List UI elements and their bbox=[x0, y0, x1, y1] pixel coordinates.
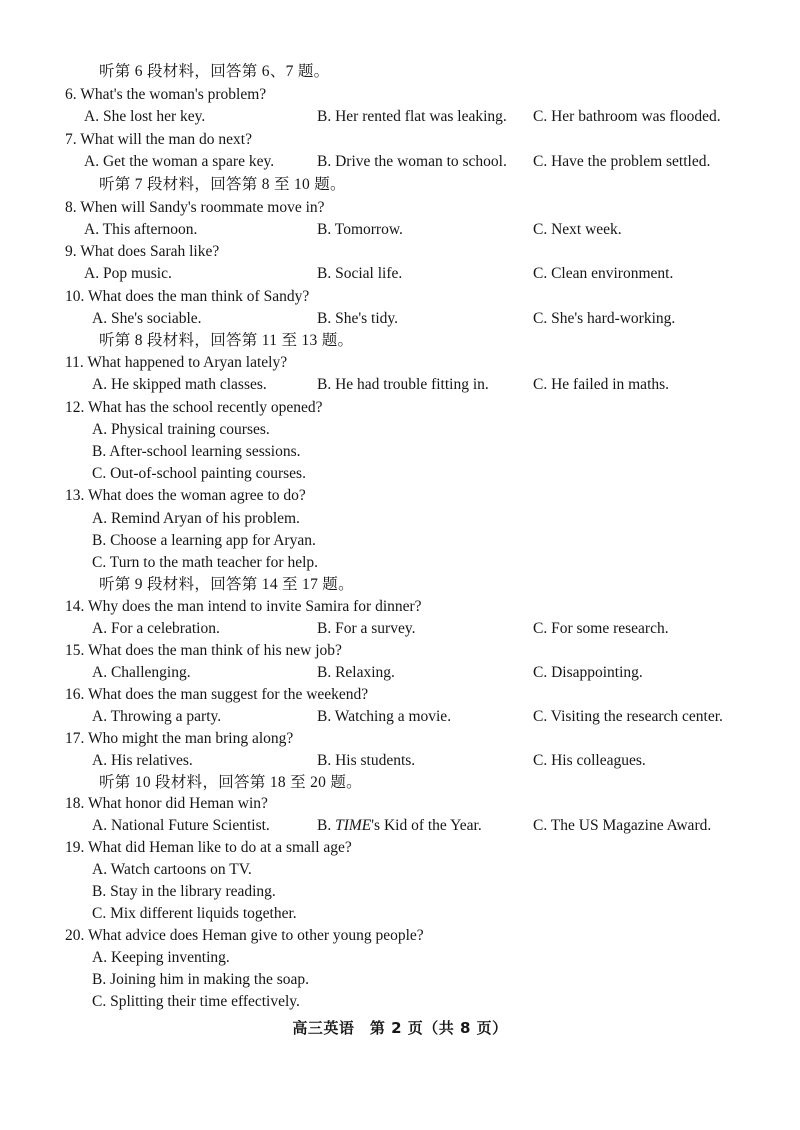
option-b-row bbox=[0, 969, 800, 991]
option-a: A. Physical training courses. bbox=[92, 421, 270, 438]
option-c: C. Mix different liquids together. bbox=[92, 905, 297, 922]
section-heading: 听第 8 段材料，回答第 11 至 13 题。 bbox=[99, 332, 354, 349]
option-b bbox=[317, 815, 482, 837]
option-c: C. For some research. bbox=[533, 620, 669, 637]
option-a-row bbox=[0, 508, 800, 530]
option-a-row bbox=[0, 419, 800, 441]
option-a: A. Watch cartoons on TV. bbox=[92, 861, 252, 878]
question-20: 20. What advice does Heman give to other young people? bbox=[65, 927, 424, 944]
option-a-row bbox=[0, 947, 800, 969]
question-14: 14. Why does the man intend to invite Samira for dinner? bbox=[65, 598, 422, 615]
option-b: B. Social life. bbox=[317, 265, 403, 282]
option-a: A. This afternoon. bbox=[84, 221, 198, 238]
options-row bbox=[0, 706, 800, 728]
option-c: C. Clean environment. bbox=[533, 265, 674, 282]
question-12: 12. What has the school recently opened? bbox=[65, 399, 323, 416]
option-b: B. Relaxing. bbox=[317, 664, 395, 681]
question-16: 16. What does the man suggest for the weekend? bbox=[65, 686, 369, 703]
option-a: A. National Future Scientist. bbox=[92, 817, 270, 834]
question-17: 17. Who might the man bring along? bbox=[65, 730, 294, 747]
option-b: B. Watching a movie. bbox=[317, 708, 452, 725]
option-c: C. His colleagues. bbox=[533, 752, 646, 769]
question-18: 18. What honor did Heman win? bbox=[65, 795, 268, 812]
question-11: 11. What happened to Aryan lately? bbox=[65, 354, 288, 371]
option-c-row bbox=[0, 903, 800, 925]
option-c-row bbox=[0, 552, 800, 574]
option-b: B. Tomorrow. bbox=[317, 221, 403, 238]
options-row bbox=[0, 662, 800, 684]
option-c: C. He failed in maths. bbox=[533, 376, 670, 393]
question-19: 19. What did Heman like to do at a small age? bbox=[65, 839, 352, 856]
options-row bbox=[0, 815, 800, 837]
option-a: A. Get the woman a spare key. bbox=[84, 153, 275, 170]
question-8: 8. When will Sandy's roommate move in? bbox=[65, 199, 325, 216]
section-heading: 听第 7 段材料，回答第 8 至 10 题。 bbox=[99, 176, 346, 193]
option-a: A. He skipped math classes. bbox=[92, 376, 267, 393]
option-a: A. Pop music. bbox=[84, 265, 172, 282]
option-b: B. Drive the woman to school. bbox=[317, 153, 507, 170]
option-c: C. She's hard-working. bbox=[533, 310, 676, 327]
option-b-rest: 's Kid of the Year. bbox=[371, 817, 482, 834]
options-row bbox=[0, 263, 800, 285]
options-row bbox=[0, 750, 800, 772]
section-heading: 听第 10 段材料，回答第 18 至 20 题。 bbox=[99, 774, 362, 791]
options-row bbox=[0, 618, 800, 640]
option-a: A. Challenging. bbox=[92, 664, 191, 681]
options-row bbox=[0, 308, 800, 330]
options-row bbox=[0, 219, 800, 241]
option-c: C. The US Magazine Award. bbox=[533, 817, 712, 834]
options-row bbox=[0, 151, 800, 173]
option-c: C. Have the problem settled. bbox=[533, 153, 711, 170]
option-b-row bbox=[0, 881, 800, 903]
option-b: B. Stay in the library reading. bbox=[92, 883, 276, 900]
option-c: C. Splitting their time effectively. bbox=[92, 993, 300, 1010]
question-7: 7. What will the man do next? bbox=[65, 131, 252, 148]
question-6: 6. What's the woman's problem? bbox=[65, 86, 267, 103]
question-9: 9. What does Sarah like? bbox=[65, 243, 220, 260]
option-b: B. His students. bbox=[317, 752, 416, 769]
option-c-row bbox=[0, 463, 800, 485]
option-c: C. Out-of-school painting courses. bbox=[92, 465, 306, 482]
option-b: B. For a survey. bbox=[317, 620, 416, 637]
option-b-prefix: B. bbox=[317, 817, 336, 834]
option-b: B. Choose a learning app for Aryan. bbox=[92, 532, 316, 549]
option-a: A. Throwing a party. bbox=[92, 708, 222, 725]
option-b: B. Her rented flat was leaking. bbox=[317, 108, 507, 125]
question-10: 10. What does the man think of Sandy? bbox=[65, 288, 310, 305]
option-c: C. Visiting the research center. bbox=[533, 708, 723, 725]
page-footer: 高三英语 第 2 页（共 8 页） bbox=[292, 1019, 508, 1037]
option-b: B. He had trouble fitting in. bbox=[317, 376, 489, 393]
option-c: C. Turn to the math teacher for help. bbox=[92, 554, 318, 571]
option-a: A. She's sociable. bbox=[92, 310, 202, 327]
question-15: 15. What does the man think of his new job? bbox=[65, 642, 342, 659]
option-b: B. After-school learning sessions. bbox=[92, 443, 301, 460]
option-b-row bbox=[0, 441, 800, 463]
options-row bbox=[0, 106, 800, 128]
question-13: 13. What does the woman agree to do? bbox=[65, 487, 306, 504]
section-heading: 听第 9 段材料，回答第 14 至 17 题。 bbox=[99, 576, 354, 593]
option-c-row bbox=[0, 991, 800, 1013]
option-c: C. Her bathroom was flooded. bbox=[533, 108, 721, 125]
option-c: C. Next week. bbox=[533, 221, 622, 238]
options-row bbox=[0, 374, 800, 396]
option-a: A. She lost her key. bbox=[84, 108, 206, 125]
option-b: B. Joining him in making the soap. bbox=[92, 971, 309, 988]
option-a: A. For a celebration. bbox=[92, 620, 220, 637]
option-a: A. Remind Aryan of his problem. bbox=[92, 510, 300, 527]
option-a: A. His relatives. bbox=[92, 752, 193, 769]
option-a-row bbox=[0, 859, 800, 881]
option-b-row bbox=[0, 530, 800, 552]
option-a: A. Keeping inventing. bbox=[92, 949, 230, 966]
option-b: B. She's tidy. bbox=[317, 310, 399, 327]
option-b-italic: TIME bbox=[335, 817, 372, 834]
section-heading: 听第 6 段材料，回答第 6、7 题。 bbox=[99, 63, 330, 80]
option-c: C. Disappointing. bbox=[533, 664, 643, 681]
